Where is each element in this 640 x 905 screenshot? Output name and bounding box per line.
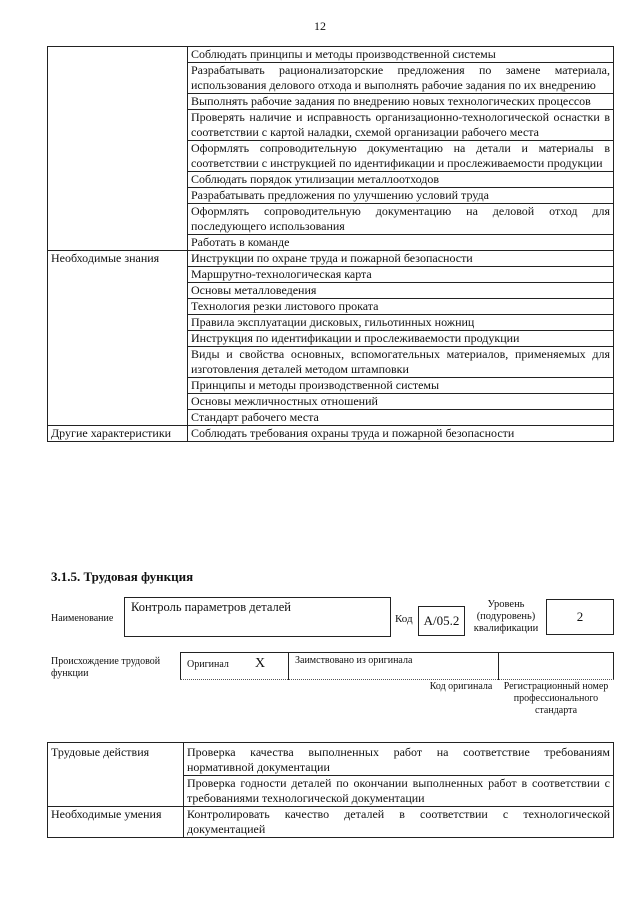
name-label: Наименование	[51, 613, 114, 624]
table-cell: Проверять наличие и исправность организационно-технологической оснастки в соответствии с картой наладки, схемой организации рабочего места	[188, 110, 614, 141]
table-row	[48, 47, 614, 63]
table-cell: Основы металловедения	[188, 283, 614, 299]
table-cell: Соблюдать принципы и методы производственной системы	[188, 47, 614, 63]
origin-underline	[180, 679, 614, 680]
name-value-box	[124, 597, 391, 637]
actions-table	[47, 742, 614, 838]
original-mark: X	[255, 656, 266, 671]
code-label: Код	[395, 613, 413, 625]
table-cell: Работать в команде	[188, 235, 614, 251]
row-label-skills: Необходимые умения	[48, 807, 184, 838]
original-cell	[180, 652, 289, 680]
row-label	[48, 47, 188, 251]
table-cell: Технология резки листового проката	[188, 299, 614, 315]
section-heading: 3.1.5. Трудовая функция	[51, 569, 194, 584]
table-cell: Оформлять сопроводительную документацию на детали и материалы в соответствии с инструкцией по идентификации и прослеживаемости продукции	[188, 141, 614, 172]
table-cell: Инструкция по идентификации и прослеживаемости продукции	[188, 331, 614, 347]
table-cell: Проверка качества выполненных работ на соответствие требованиям нормативной документации	[184, 743, 614, 776]
table-cell: Проверка годности деталей по окончании выполненных работ в соответствии с требованиями технологической документации	[184, 776, 614, 807]
origin-code-label: Код оригинала	[429, 681, 493, 692]
code-value-box	[418, 606, 465, 636]
code-value: А/05.2	[423, 613, 460, 628]
table-cell: Маршрутно-технологическая карта	[188, 267, 614, 283]
table-cell: Правила эксплуатации дисковых, гильотинных ножниц	[188, 315, 614, 331]
table-cell: Соблюдать требования охраны труда и пожарной безопасности	[188, 426, 614, 442]
table-cell: Контролировать качество деталей в соответствии с технологической документацией	[184, 807, 614, 838]
table-cell: Стандарт рабочего места	[188, 410, 614, 426]
table-row	[48, 743, 614, 776]
table-cell: Разрабатывать рационализаторские предложения по замене материала, использования делового отхода и выполнять рабочие задания по их внедрению	[188, 63, 614, 94]
table-cell: Виды и свойства основных, вспомогательных материалов, применяемых для изготовления деталей методом штамповки	[188, 347, 614, 378]
table-cell: Инструкции по охране труда и пожарной безопасности	[188, 251, 614, 267]
table-cell: Принципы и методы производственной системы	[188, 378, 614, 394]
table-cell: Разрабатывать предложения по улучшению условий труда	[188, 188, 614, 204]
original-label: Оригинал	[187, 659, 229, 670]
table-cell: Соблюдать порядок утилизации металлоотходов	[188, 172, 614, 188]
row-label-actions: Трудовые действия	[48, 743, 184, 807]
table-row	[48, 426, 614, 442]
table-row	[48, 251, 614, 267]
borrowed-label: Заимствовано из оригинала	[295, 655, 413, 666]
table-cell: Основы межличностных отношений	[188, 394, 614, 410]
skills-knowledge-table	[47, 46, 614, 442]
origin-label: Происхождение трудовой функции	[51, 656, 161, 679]
name-value: Контроль параметров деталей	[131, 600, 291, 614]
table-cell: Выполнять рабочие задания по внедрению новых технологических процессов	[188, 94, 614, 110]
row-label-other: Другие характеристики	[48, 426, 188, 442]
borrowed-cell	[289, 652, 499, 680]
level-label: Уровень (подуровень) квалификации	[473, 599, 539, 634]
table-row	[48, 807, 614, 838]
reg-number-cell	[499, 652, 614, 680]
row-label-knowledge: Необходимые знания	[48, 251, 188, 426]
reg-number-label: Регистрационный номер профессионального стандарта	[503, 681, 609, 716]
page-number: 12	[314, 19, 326, 33]
level-value-box	[546, 599, 614, 635]
level-value: 2	[576, 609, 584, 624]
table-cell: Оформлять сопроводительную документацию на деловой отход для последующего использования	[188, 204, 614, 235]
